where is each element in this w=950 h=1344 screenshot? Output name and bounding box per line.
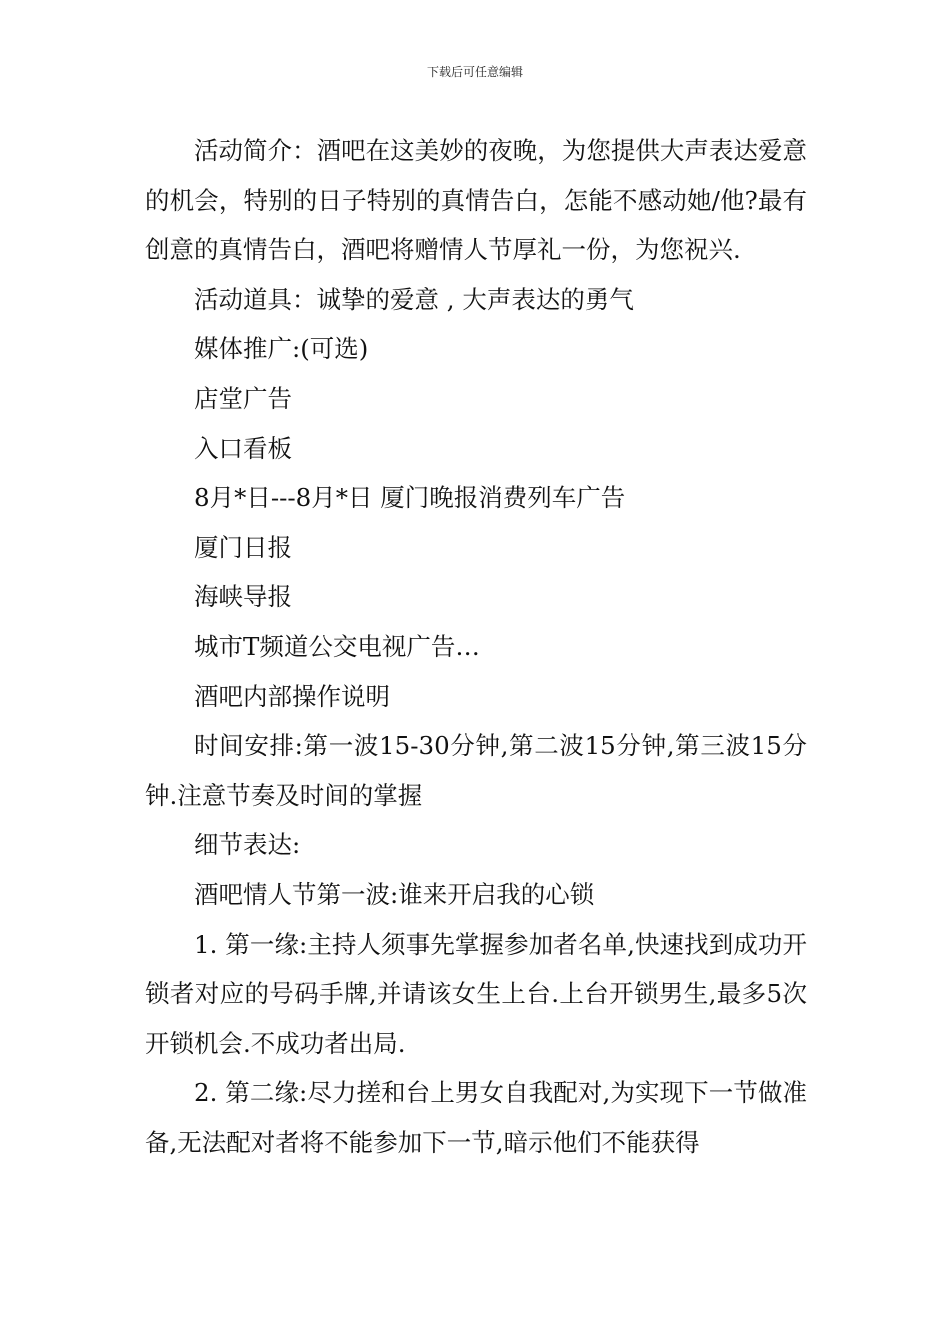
page-header: 下载后可任意编辑 (426, 65, 523, 79)
document-body (145, 126, 807, 1167)
paragraph-internal-operations: 酒吧内部操作说明 (194, 681, 390, 711)
paragraph-second-fate: 2. 第二缘:尽力搓和台上男女自我配对,为实现下一节做准备,无法配对者将不能参加下一节,暗示他们不能获得 (145, 1078, 807, 1157)
paragraph-entrance-board: 入口看板 (194, 433, 292, 463)
paragraph-strait-herald: 海峡导报 (194, 582, 292, 612)
paragraph-media-promotion: 媒体推广:(可选) (194, 334, 369, 364)
paragraph-evening-news-ad: 8月*日---8月*日 厦门晚报消费列车广告 (194, 483, 626, 513)
paragraph-first-fate: 1. 第一缘:主持人须事先掌握参加者名单,快速找到成功开锁者对应的号码手牌,并请该女生上台.上台开锁男生,最多5次开锁机会.不成功者出局. (145, 929, 807, 1058)
paragraph-city-tv-ad: 城市T频道公交电视广告… (194, 631, 480, 661)
paragraph-first-wave: 酒吧情人节第一波:谁来开启我的心锁 (194, 879, 595, 909)
paragraph-activity-intro: 活动简介：酒吧在这美妙的夜晚，为您提供大声表达爱意的机会，特别的日子特别的真情告白，怎能不感动她/他?最有创意的真情告白，酒吧将赠情人节厚礼一份，为您祝兴. (145, 136, 807, 265)
paragraph-details: 细节表达: (194, 830, 301, 860)
paragraph-time-schedule: 时间安排:第一波15-30分钟,第二波15分钟,第三波15分钟.注意节奏及时间的掌握 (145, 731, 807, 810)
paragraph-activity-props: 活动道具：诚挚的爱意 , 大声表达的勇气 (194, 284, 634, 314)
paragraph-xiamen-daily: 厦门日报 (194, 532, 292, 562)
paragraph-store-ads: 店堂广告 (194, 383, 292, 413)
